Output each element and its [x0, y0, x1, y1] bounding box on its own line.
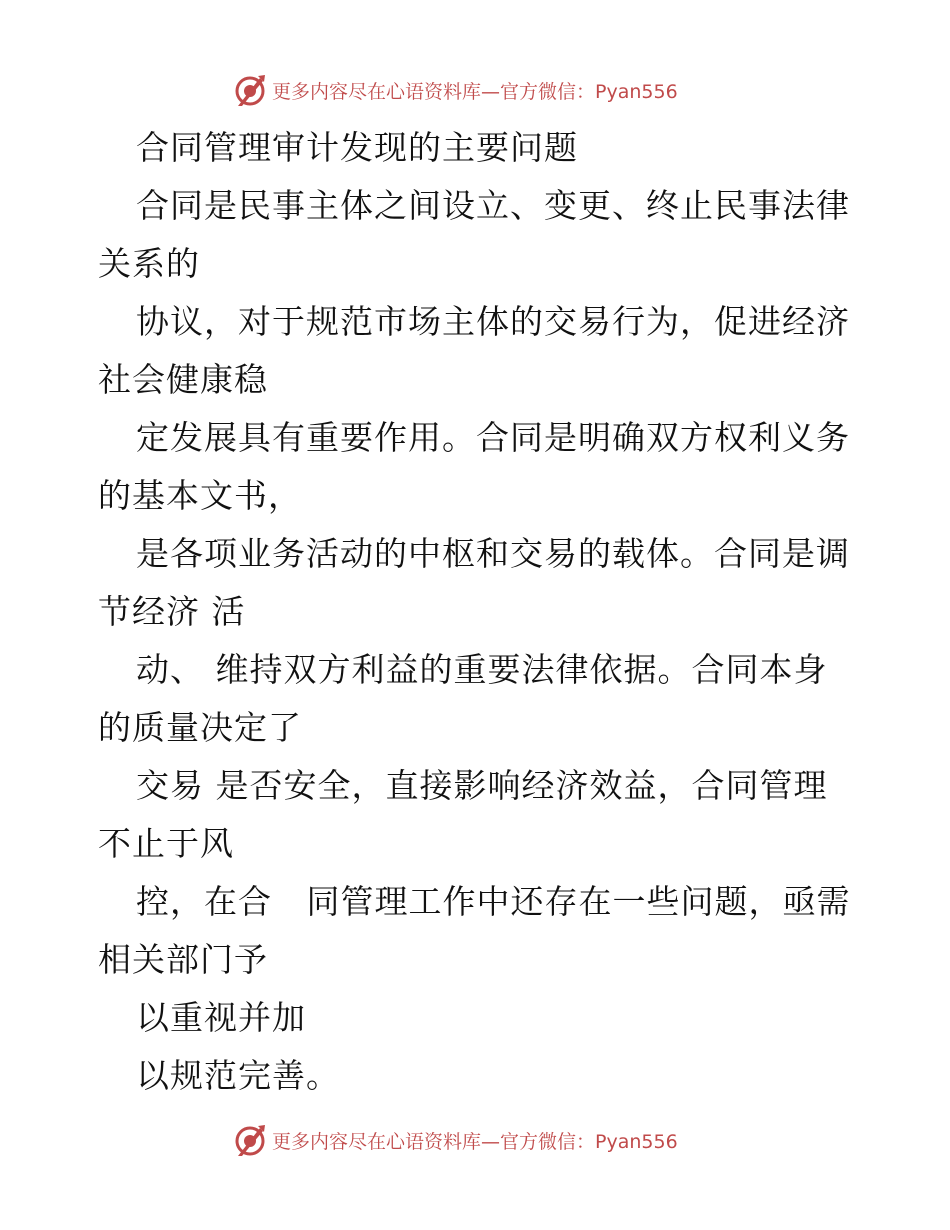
- paragraph-line: 的质量决定了: [98, 708, 302, 747]
- paragraph-line: 不止于风: [98, 824, 234, 863]
- paragraph-line: 协议，对于规范市场主体的交易行为，促进经济: [136, 302, 850, 341]
- paragraph-line: 是各项业务活动的中枢和交易的载体。合同是调: [136, 534, 850, 573]
- paragraph-line: 节经济 活: [98, 592, 246, 631]
- banner-text: 更多内容尽在心语资料库—官方微信：Pyan556: [272, 80, 678, 103]
- paragraph-line: 以规范完善。: [136, 1056, 340, 1095]
- footer-banner: [232, 1122, 678, 1158]
- paragraph-line: 交易 是否安全，直接影响经济效益，合同管理: [136, 766, 828, 805]
- paragraph-line: 关系的: [98, 244, 200, 283]
- banner-text: 更多内容尽在心语资料库—官方微信：Pyan556: [272, 1130, 678, 1153]
- paragraph-line: 合同是民事主体之间设立、变更、终止民事法律: [136, 186, 850, 225]
- paragraph-line: 社会健康稳: [98, 360, 268, 399]
- paragraph-line: 的基本文书，: [98, 476, 302, 515]
- paragraph-line: 动、 维持双方利益的重要法律依据。合同本身: [136, 650, 828, 689]
- document-title: 合同管理审计发现的主要问题: [136, 128, 578, 167]
- paragraph-line: 控，在合 同管理工作中还存在一些问题，亟需: [136, 882, 851, 921]
- paragraph-line: 相关部门予: [98, 940, 268, 979]
- quill-seal-icon: [232, 1122, 268, 1158]
- paragraph-line: 定发展具有重要作用。合同是明确双方权利义务: [136, 418, 850, 457]
- paragraph-line: 以重视并加: [136, 998, 306, 1037]
